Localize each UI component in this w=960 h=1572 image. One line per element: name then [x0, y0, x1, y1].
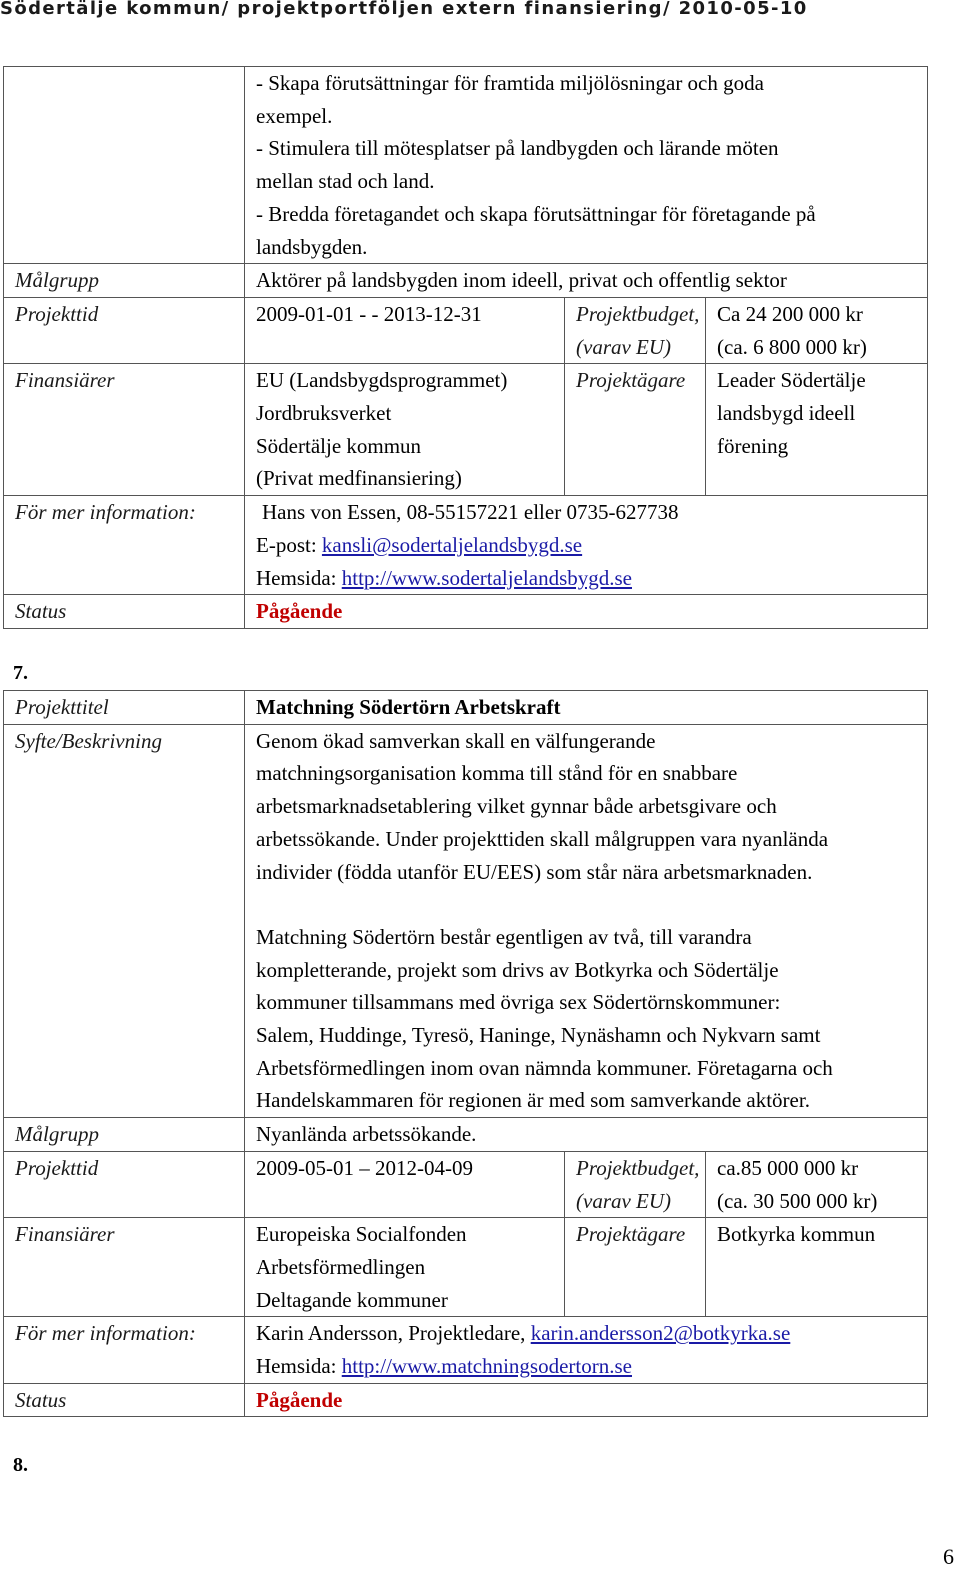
status-row — [4, 595, 928, 629]
budget-value — [706, 297, 928, 363]
info-row — [4, 1317, 928, 1383]
financier: Jordbruksverket — [256, 401, 392, 426]
info-email-line — [256, 529, 927, 562]
syfte-line: arbetssökande. Under projekttiden skall målgruppen vara nyanlända — [256, 826, 829, 851]
projektagare-value — [706, 364, 928, 496]
projekttid-value: 2009-01-01 - - 2013-12-31 — [245, 297, 565, 363]
goal-line: exempel. — [256, 103, 333, 128]
goal-line: landsbygden. — [256, 234, 368, 259]
projektagare-value: Botkyrka kommun — [706, 1218, 928, 1317]
goals-label-cell — [4, 67, 245, 264]
malgrupp-value: Nyanlända arbetssökande. — [245, 1118, 928, 1152]
finansiarer-label: Finansiärer — [4, 1218, 245, 1317]
budget-total: ca.85 000 000 kr — [717, 1155, 859, 1180]
budget-label — [565, 297, 706, 363]
financier: Arbetsförmedlingen — [256, 1254, 426, 1279]
email-prefix: E-post: — [256, 532, 322, 557]
titel-label: Projekttitel — [4, 691, 245, 725]
budget-label-line: Projektbudget, — [576, 1155, 700, 1180]
website-link[interactable]: http://www.matchningsodertorn.se — [341, 1354, 632, 1379]
info-contact: Hans von Essen, 08-55157221 eller 0735-627738 — [262, 500, 679, 525]
owner-line: förening — [717, 433, 789, 458]
status-label: Status — [4, 595, 245, 629]
syfte-line: matchningsorganisation komma till stånd för en snabbare — [256, 761, 738, 786]
info-label: För mer information: — [4, 1317, 245, 1383]
budget-eu: (ca. 30 500 000 kr) — [717, 1188, 878, 1213]
budget-value — [706, 1151, 928, 1217]
financier: Södertälje kommun — [256, 433, 422, 458]
malgrupp-row — [4, 264, 928, 298]
malgrupp-row — [4, 1118, 928, 1152]
info-web-line — [256, 562, 927, 595]
malgrupp-label: Målgrupp — [4, 264, 245, 298]
web-prefix: Hemsida: — [256, 1354, 342, 1379]
finansiarer-row — [4, 364, 928, 496]
projekttid-value: 2009-05-01 – 2012-04-09 — [245, 1151, 565, 1217]
malgrupp-value: Aktörer på landsbygden inom ideell, privat och offentlig sektor — [245, 264, 928, 298]
budget-label — [565, 1151, 706, 1217]
status-value: Pågående — [245, 1383, 928, 1417]
status-value: Pågående — [245, 595, 928, 629]
titel-row — [4, 691, 928, 725]
page-number: 6 — [943, 1544, 954, 1569]
financier: Deltagande kommuner — [256, 1287, 448, 1312]
goals-cell — [245, 67, 928, 264]
owner-line: Leader Södertälje — [717, 368, 866, 393]
projekttid-label: Projekttid — [4, 1151, 245, 1217]
info-contact-line — [256, 1317, 927, 1350]
syfte-line: Handelskammaren för regionen är med som samverkande aktörer. — [256, 1088, 810, 1113]
section-number-8: 8. — [13, 1454, 28, 1476]
budget-total: Ca 24 200 000 kr — [717, 301, 863, 326]
budget-label-line: (varav EU) — [576, 1188, 672, 1213]
syfte-line: Salem, Huddinge, Tyresö, Haninge, Nynäshamn och Nykvarn samt — [256, 1023, 821, 1048]
syfte-value — [245, 724, 928, 1117]
web-prefix: Hemsida: — [256, 565, 342, 590]
budget-eu: (ca. 6 800 000 kr) — [717, 334, 867, 359]
financier: Europeiska Socialfonden — [256, 1222, 467, 1247]
goal-line: - Skapa förutsättningar för framtida miljölösningar och goda — [256, 71, 764, 95]
budget-label-line: Projektbudget, — [576, 301, 700, 326]
syfte-label: Syfte/Beskrivning — [4, 724, 245, 1117]
financier: EU (Landsbygdsprogrammet) — [256, 368, 508, 393]
paragraph-gap — [256, 888, 927, 921]
financier: (Privat medfinansiering) — [256, 466, 462, 491]
projekttid-row — [4, 297, 928, 363]
syfte-line: Matchning Södertörn består egentligen av två, till varandra — [256, 924, 752, 949]
goal-line: - Stimulera till mötesplatser på landbygden och lärande möten — [256, 136, 779, 161]
finansiarer-row — [4, 1218, 928, 1317]
contact-prefix: Karin Andersson, Projektledare, — [256, 1321, 531, 1346]
projekttid-row — [4, 1151, 928, 1217]
finansiarer-label: Finansiärer — [4, 364, 245, 496]
status-row — [4, 1383, 928, 1417]
projekttid-label: Projekttid — [4, 297, 245, 363]
goal-line: - Bredda företagandet och skapa förutsättningar för företagande på — [256, 201, 816, 226]
website-link[interactable]: http://www.sodertaljelandsbygd.se — [341, 565, 632, 590]
section-number-7: 7. — [13, 662, 28, 684]
running-header: Södertälje kommun/ projektportföljen extern finansiering/ 2010-05-10 — [0, 0, 808, 19]
titel-value: Matchning Södertörn Arbetskraft — [245, 691, 928, 725]
owner-line: landsbygd ideell — [717, 401, 856, 426]
syfte-line: kompletterande, projekt som drivs av Botkyrka och Södertälje — [256, 957, 779, 982]
status-label: Status — [4, 1383, 245, 1417]
info-row — [4, 496, 928, 595]
goal-line: mellan stad och land. — [256, 169, 435, 194]
syfte-line: individer (födda utanför EU/EES) som står nära arbetsmarknaden. — [256, 859, 813, 884]
syfte-line: Arbetsförmedlingen inom ovan nämnda kommuner. Företagarna och — [256, 1055, 833, 1080]
info-web-line — [256, 1350, 927, 1383]
info-label: För mer information: — [4, 496, 245, 595]
info-value — [245, 1317, 928, 1383]
info-value — [245, 496, 928, 595]
email-link[interactable]: kansli@sodertaljelandsbygd.se — [321, 532, 583, 557]
project-6-table — [3, 66, 928, 629]
projektagare-label: Projektägare — [565, 1218, 706, 1317]
syfte-row — [4, 724, 928, 1117]
goals-row — [4, 67, 928, 264]
finansiarer-value — [245, 1218, 565, 1317]
email-link[interactable]: karin.andersson2@botkyrka.se — [530, 1321, 791, 1346]
syfte-line: kommuner tillsammans med övriga sex Södertörnskommuner: — [256, 990, 781, 1015]
projektagare-label: Projektägare — [565, 364, 706, 496]
project-7-table — [3, 690, 928, 1417]
syfte-line: Genom ökad samverkan skall en välfungerande — [256, 728, 656, 753]
malgrupp-label: Målgrupp — [4, 1118, 245, 1152]
finansiarer-value — [245, 364, 565, 496]
syfte-line: arbetsmarknadsetablering vilket gynnar både arbetsgivare och — [256, 794, 777, 819]
budget-label-line: (varav EU) — [576, 334, 672, 359]
